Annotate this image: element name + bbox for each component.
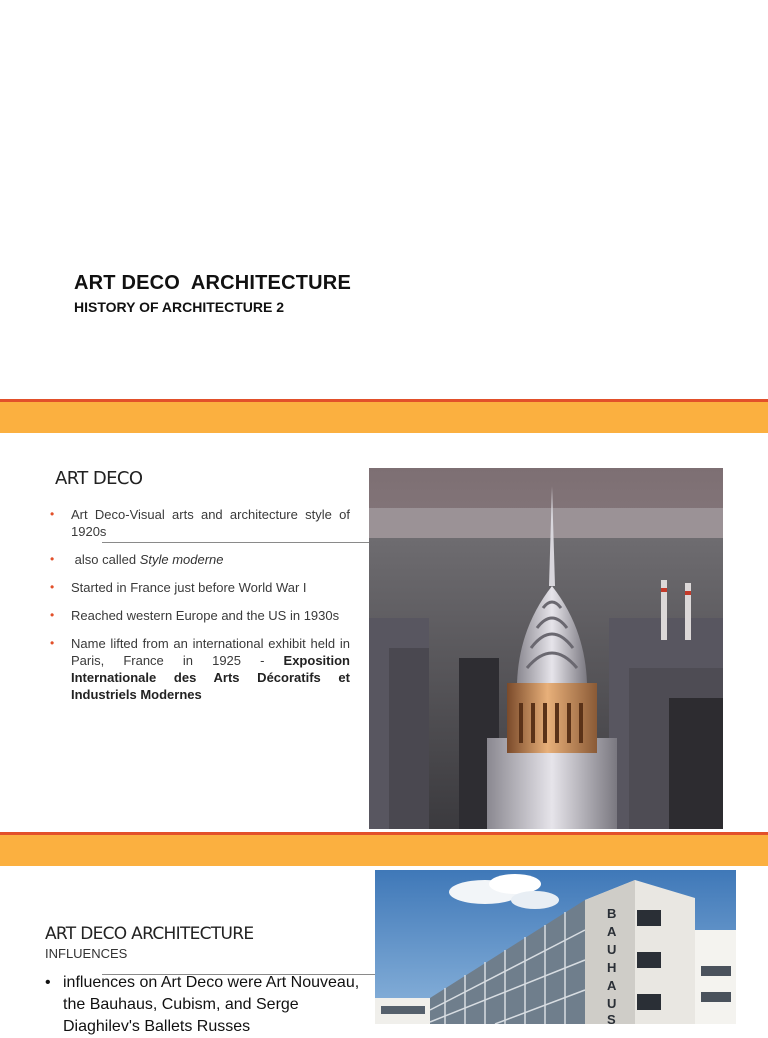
slide-title: ART DECO ARCHITECTURE (74, 272, 351, 294)
building-sign-letter-6: U (607, 996, 617, 1011)
building-sign-letter-5: A (607, 978, 617, 993)
building-photo (375, 870, 736, 1024)
bullet-icon: • (50, 507, 55, 521)
bullet-emphasis: Style moderne (139, 552, 224, 567)
bullet-icon: • (45, 974, 51, 991)
bullet-text: Started in France just before World War I (71, 580, 307, 595)
bullet-icon: • (50, 608, 55, 622)
list-item (50, 506, 350, 540)
list-item (50, 551, 350, 568)
list-item (50, 579, 350, 596)
bullet-icon: • (50, 552, 55, 566)
section-heading-architecture: ART DECO ARCHITECTURE (45, 924, 254, 944)
art-deco-bullet-list (50, 506, 350, 714)
bullet-text: Reached western Europe and the US in 1930s (71, 608, 340, 623)
bullet-text: Name lifted from an international exhibit held in Paris, France in 1925 - (71, 636, 350, 668)
list-item (50, 607, 350, 624)
bullet-text: influences on Art Deco were Art Nouveau, the Bauhaus, Cubism, and Serge Diaghilev's Ballets Russes (63, 974, 360, 1035)
influences-bullet (45, 972, 365, 1038)
building-sign-letter-7: S (607, 1012, 616, 1024)
building-sign-letter-2: A (607, 924, 617, 939)
bullet-icon: • (50, 636, 55, 650)
building-sign-letter-1: B (607, 906, 617, 921)
slide-subtitle: HISTORY OF ARCHITECTURE 2 (74, 299, 285, 315)
title-slide (74, 272, 351, 315)
building-sign-letter-3: U (607, 942, 617, 957)
bullet-icon: • (50, 580, 55, 594)
slide-divider-band (0, 399, 768, 433)
section-heading-art-deco: ART DECO (55, 468, 143, 489)
bullet-text: Art Deco-Visual arts and architecture style of 1920s (71, 507, 350, 539)
bullet-bold-exhibit-name: Exposition Internationale des Arts Décoratifs et Industriels Modernes (71, 653, 350, 702)
section-subheading: INFLUENCES (45, 946, 128, 961)
slide-divider-band (0, 832, 768, 866)
skyscraper-photo (369, 468, 723, 829)
list-item (50, 635, 350, 703)
building-sign-letter-4: H (607, 960, 617, 975)
bullet-text: also called (74, 552, 137, 567)
